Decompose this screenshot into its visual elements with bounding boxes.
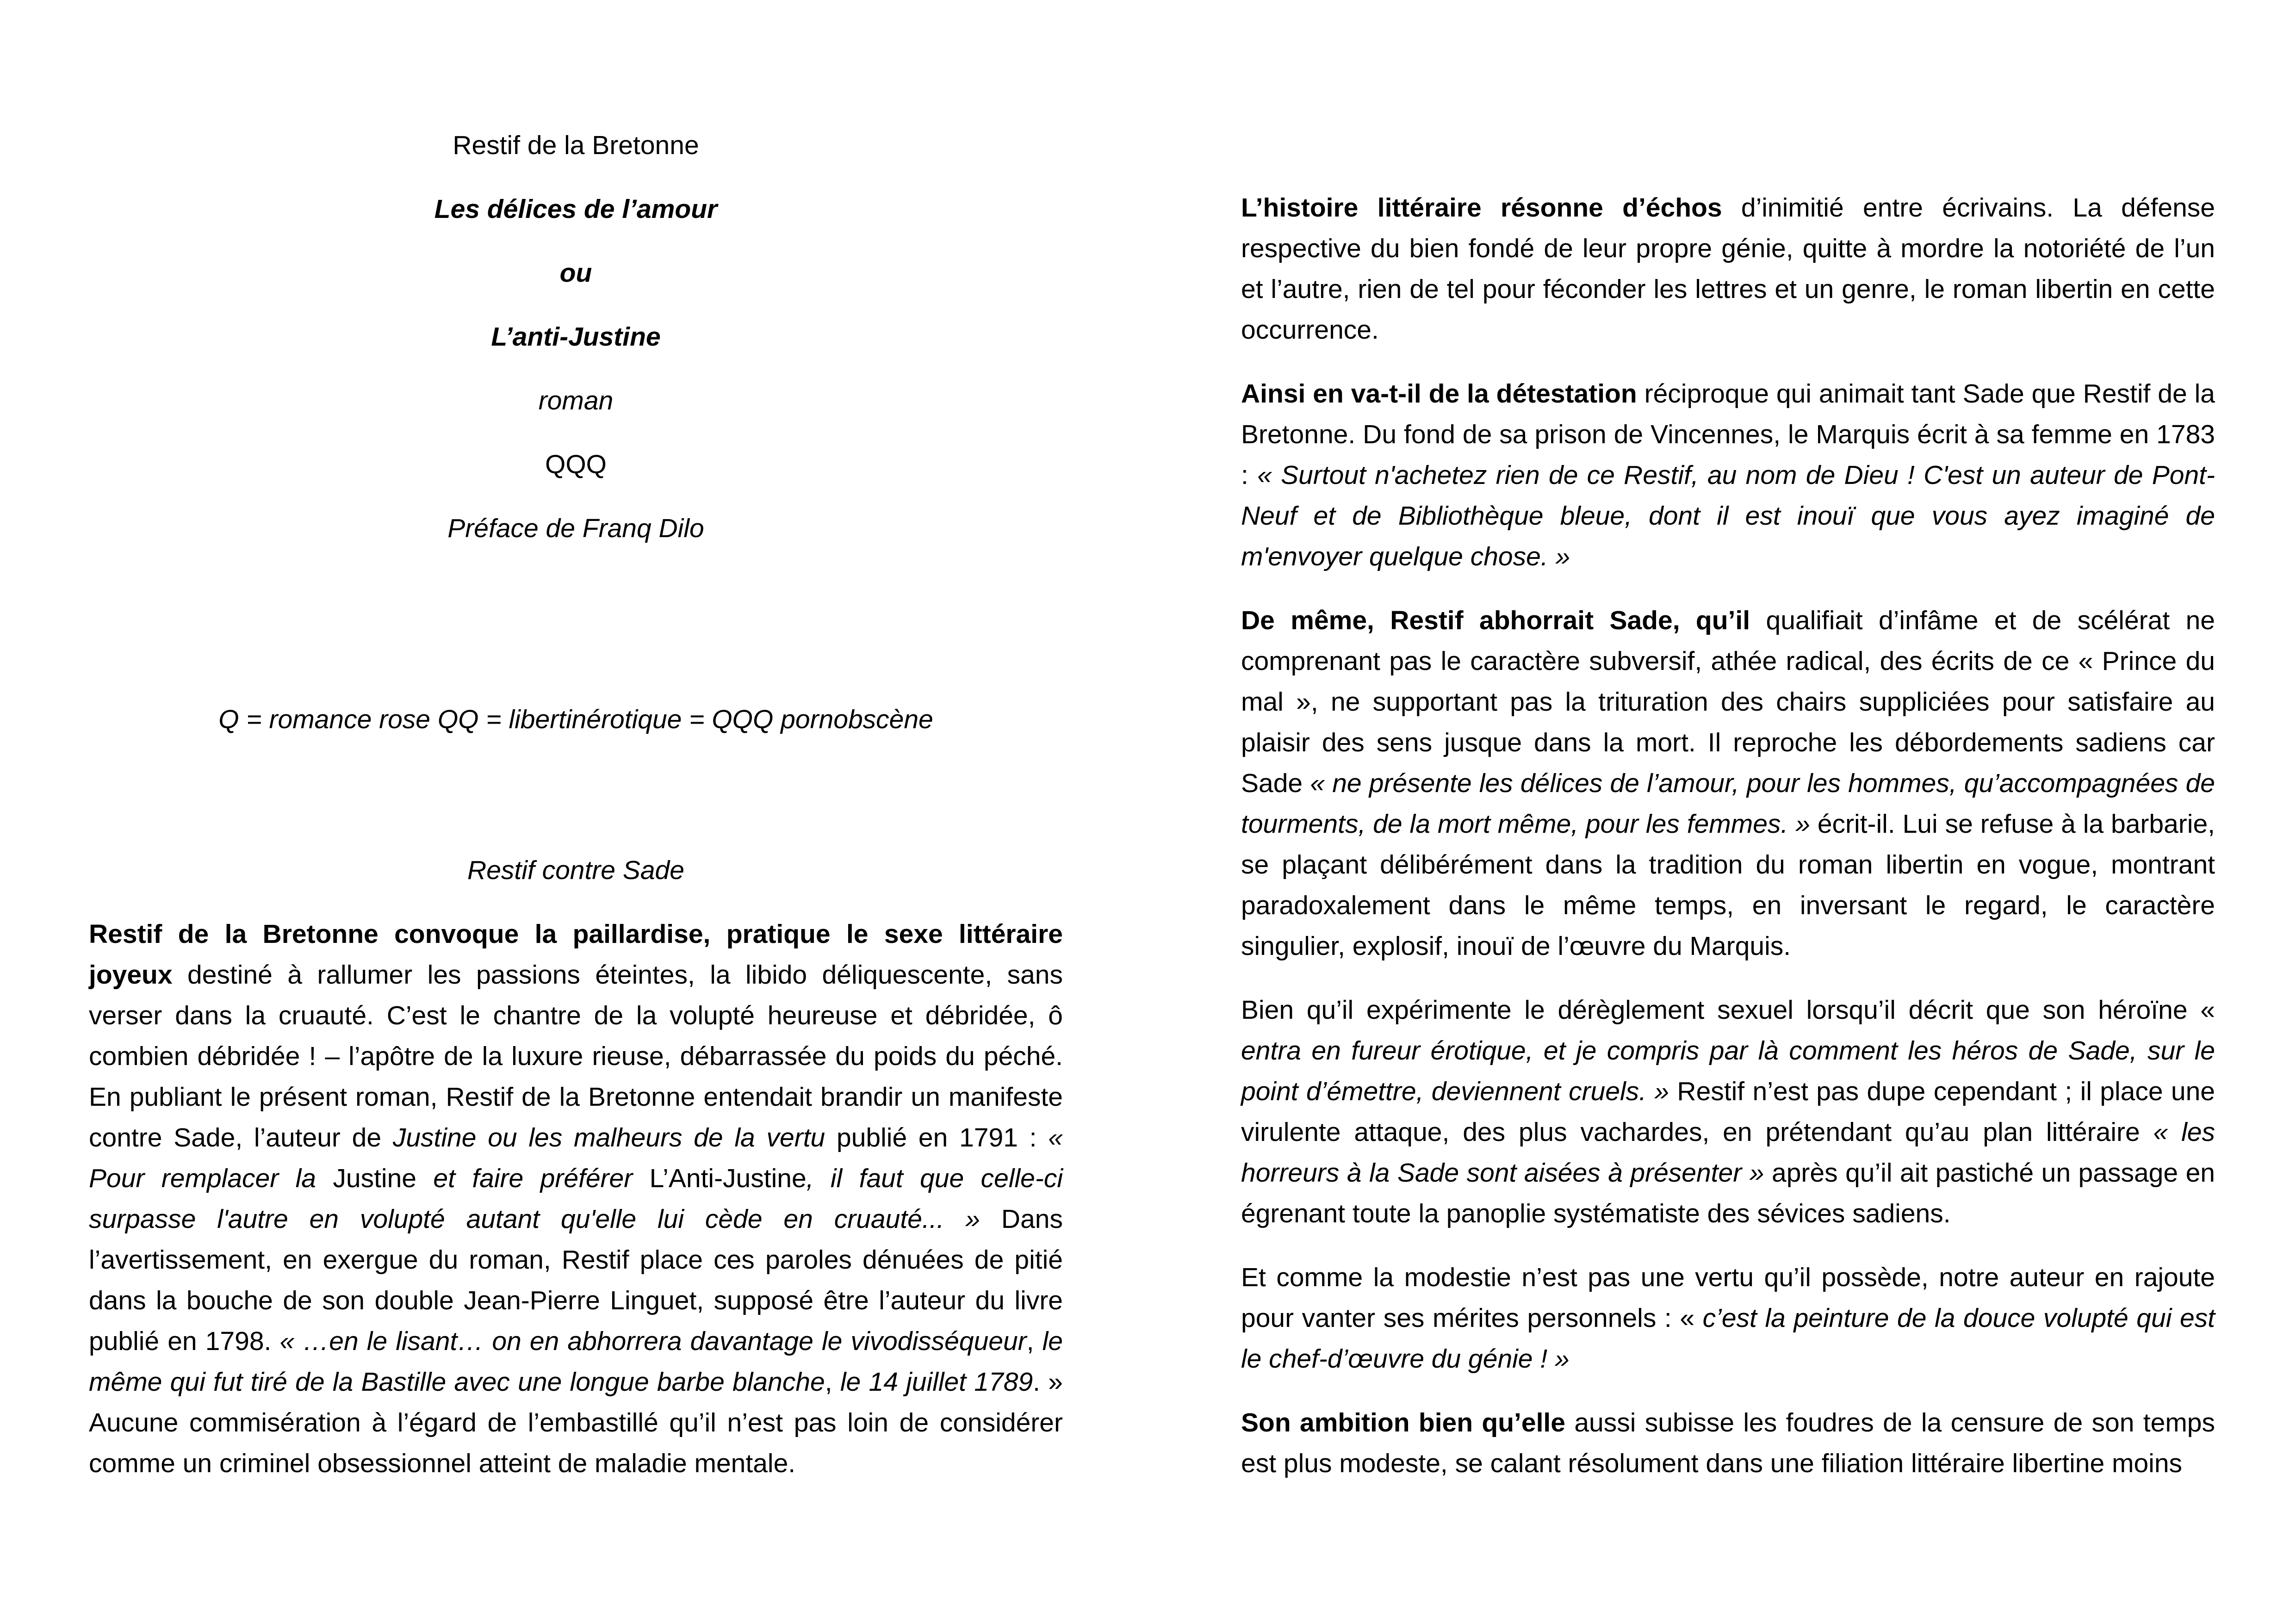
text-run: réciproque qui animait tant Sade que Restif de la Bretonne. Du fond de sa prison de Vincennes, le Marquis écrit à sa femme en 1783 : <box>1241 379 2215 490</box>
text-run-italic: Justine ou les malheurs de la vertu <box>392 1123 825 1152</box>
right-paragraph-1 <box>1241 187 2215 350</box>
text-run: qualifiait d’infâme et de scélérat ne comprenant pas le caractère subversif, athée radical, des écrits de ce « Prince du mal », ne supportant pas la trituration des chairs suppliciées pour satisfaire au plaisir des sens jusque dans la mort. Il reproche les débordements sadiens car Sade <box>1241 606 2215 798</box>
lead-in-bold: Restif de la Bretonne convoque la paillardise, pratique le sexe littéraire joyeux <box>89 919 1063 990</box>
quote-run: et faire préférer <box>416 1164 650 1193</box>
author-name: Restif de la Bretonne <box>453 130 699 160</box>
text-run: d’inimitié entre écrivains. La défense respective du bien fondé de leur propre génie, quitte à mordre la notoriété de l’un et l’autre, rien de tel pour féconder les lettres et un genre, le roman libertin en cette occurrence. <box>1241 193 2215 345</box>
quote-run: , il faut que celle-ci surpasse l'autre en volupté autant qu'elle lui cède en cruauté... » <box>89 1164 1063 1234</box>
text-run: Justine <box>333 1164 416 1193</box>
quote-run: « Surtout n'achetez rien de ce Restif, au nom de Dieu ! C'est un auteur de Pont-Neuf et de Bibliothèque bleue, dont il est inouï que vous ayez imaginé de m'envoyer quelque chose. » <box>1241 460 2215 571</box>
book-title-line-3: L’anti-Justine <box>491 322 661 352</box>
lead-in-bold: Ainsi en va-t-il de la détestation <box>1241 379 1637 409</box>
left-page <box>89 125 1063 1507</box>
text-run: , <box>1026 1326 1043 1356</box>
right-paragraph-4 <box>1241 990 2215 1234</box>
text-run: Dans l’avertissement, en exergue du roman, Restif place ces paroles dénuées de pitié dans la bouche de son double Jean-Pierre Linguet, supposé être l’auteur du livre publié en 1798. <box>89 1204 1063 1356</box>
book-title-line-1: Les délices de l’amour <box>434 194 718 224</box>
text-run: après qu’il ait pastiché un passage en égrenant toute la panoplie systématiste des sévices sadiens. <box>1241 1158 2215 1228</box>
text-run: aussi subisse les foudres de la censure de son temps est plus modeste, se calant résolument dans une filiation littéraire libertine moins <box>1241 1408 2215 1478</box>
quote-run: le même qui fut tiré de la Bastille avec une longue barbe blanche <box>89 1326 1063 1397</box>
quote-run: entra en fureur érotique, et je compris par là comment les héros de Sade, sur le point d’émettre, deviennent cruels. » <box>1241 1036 2215 1106</box>
right-paragraph-6 <box>1241 1402 2215 1484</box>
text-run: L’Anti-Justine <box>649 1164 807 1193</box>
right-paragraph-2 <box>1241 373 2215 577</box>
genre-label: roman <box>538 386 614 415</box>
text-run: , <box>825 1367 840 1397</box>
preface-credit: Préface de Franq Dilo <box>447 514 704 543</box>
rating-label: QQQ <box>545 450 607 479</box>
quote-run: c’est la peinture de la douce volupté qui est le chef-d’œuvre du génie ! » <box>1241 1303 2215 1374</box>
quote-run: « …en le lisant… on en abhorrera davantage le vivodisséqueur <box>279 1326 1027 1356</box>
text-run: publié en 1791 : <box>825 1123 1049 1152</box>
text-run: Et comme la modestie n’est pas une vertu qu’il possède, notre auteur en rajoute pour vanter ses mérites personnels : « <box>1241 1263 2215 1333</box>
text-run: Restif n’est pas dupe cependant ; il place une virulente attaque, des plus vachardes, en prétendant qu’au plan littéraire <box>1241 1077 2215 1147</box>
left-paragraph-1 <box>89 914 1063 1484</box>
quote-run: « Pour remplacer la <box>89 1123 1063 1193</box>
text-run: . » Aucune commisération à l’égard de l’embastillé qu’il n’est pas loin de considérer comme un criminel obsessionnel atteint de maladie mentale. <box>89 1367 1063 1478</box>
right-paragraph-3 <box>1241 600 2215 966</box>
quote-run: le 14 juillet 1789 <box>840 1367 1033 1397</box>
quote-run: « les horreurs à la Sade sont aisées à présenter » <box>1241 1117 2215 1188</box>
right-page <box>1241 187 2215 1507</box>
book-title-line-2: ou <box>559 258 592 288</box>
lead-in-bold: De même, Restif abhorrait Sade, qu’il <box>1241 606 1750 635</box>
text-run: destiné à rallumer les passions éteintes, la libido déliquescente, sans verser dans la cruauté. C’est le chantre de la volupté heureuse et débridée, ô combien débridée ! – l’apôtre de la luxure rieuse, débarrassée du poids du péché. En publiant le présent roman, Restif de la Bretonne entendait brandir un manifeste contre Sade, l’auteur de <box>89 960 1063 1152</box>
text-run: écrit-il. Lui se refuse à la barbarie, se plaçant délibérément dans la tradition du roman libertin en vogue, montrant paradoxalement dans le même temps, en inversant le regard, le caractère singulier, explosif, inouï de l’œuvre du Marquis. <box>1241 809 2215 961</box>
lead-in-bold: Son ambition bien qu’elle <box>1241 1408 1565 1437</box>
quote-run: « ne présente les délices de l’amour, pour les hommes, qu’accompagnées de tourments, de la mort même, pour les femmes. » <box>1241 768 2215 839</box>
right-paragraph-5 <box>1241 1257 2215 1379</box>
lead-in-bold: L’histoire littéraire résonne d’échos <box>1241 193 1722 223</box>
text-run: Bien qu’il expérimente le dérèglement sexuel lorsqu’il décrit que son héroïne « <box>1241 995 2215 1025</box>
rating-legend: Q = romance rose QQ = libertinérotique = QQQ pornobscène <box>218 705 933 734</box>
section-title: Restif contre Sade <box>467 855 684 885</box>
